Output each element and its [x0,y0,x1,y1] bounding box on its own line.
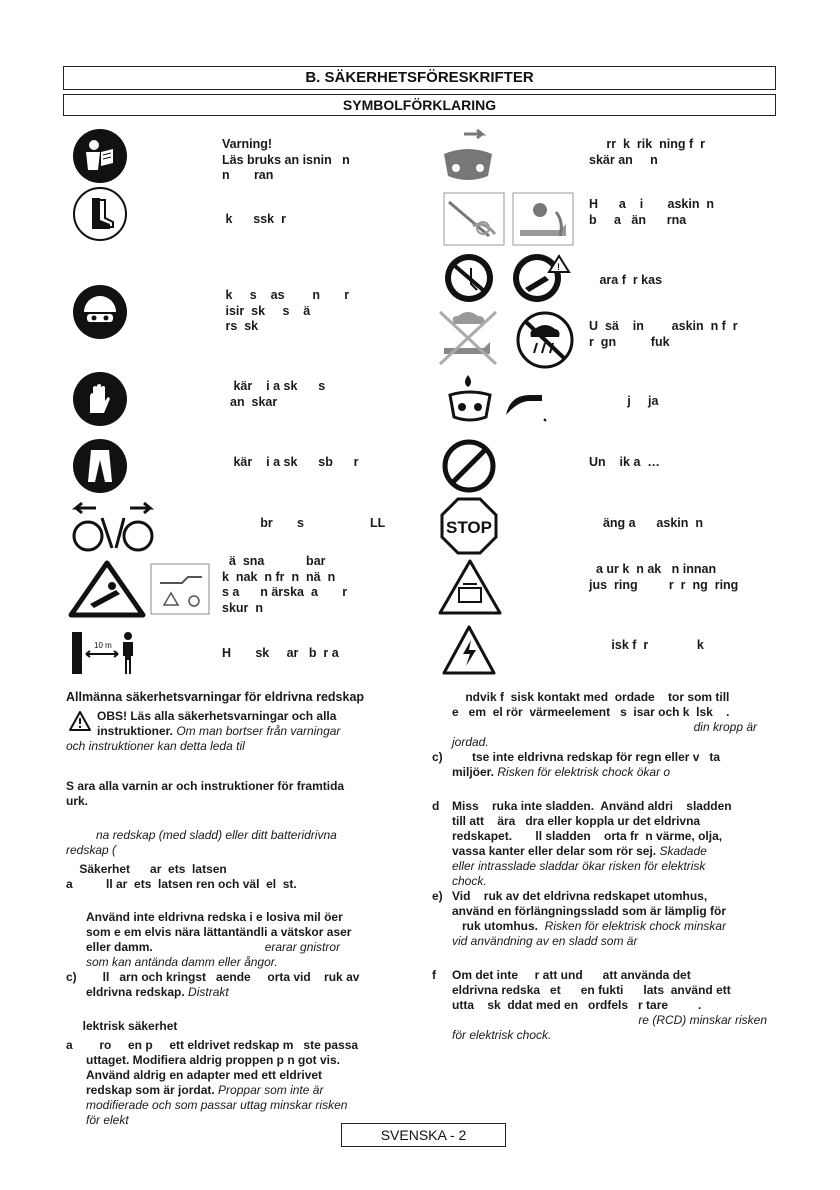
item-a1-label: a [66,877,73,891]
page-title: B. SÄKERHETSFÖRESKRIFTER [63,66,776,90]
electric-hazard-icon [441,624,497,678]
item-c1-label: c) [66,970,77,984]
page-footer: SVENSKA - 2 [341,1123,506,1147]
symbol-text-boots: k ssk r [222,212,286,226]
item-b1-line-2: som e em elvis nära lättantändli a vätskor aser [86,925,352,939]
kickback-warning-icon [68,560,146,618]
obs-line-2: instruktioner. [97,724,174,738]
no-rain-machine-icon [436,308,500,368]
hold-with-both-hands-icon [443,192,505,246]
symbol-text-unplug: a ur k n ak n innan jus ring r r ng ring [589,562,739,592]
symbol-text-read-manual: Varning! Läs bruks an isnin n n ran [222,137,350,182]
item-a2-italic: Proppar som inte är [214,1083,324,1097]
distance-10m-icon [70,628,140,676]
symbol-text-prohibited: Un ik a … [589,455,660,469]
item-b2-line-4: jordad. [452,735,489,749]
item-b2-line-1: ndvik f sisk kontakt med ordade tor som till [452,690,730,704]
obs-block [66,709,411,739]
item-d2-line-2: till att ära dra eller koppla ur det eldrivna [452,814,701,828]
symbol-text-both-hands: H a i askin n b a än rna [589,197,715,227]
item-b1-line-3: eller damm. [86,940,153,954]
item-d2-italic: Skadade [656,844,707,858]
item-a2-line-2: uttaget. Modifiera aldrig proppen p n got vis. [86,1053,341,1067]
item-c2-label: c) [432,750,443,764]
item-c1-italic: Distrakt [184,985,229,999]
item-e2-italic: Risken för elektrisk chock minskar [538,919,727,933]
kickback-hazard-icon [441,252,497,304]
item-b1-line-1: Använd inte eldrivna redska i e losiva mil öer [86,910,343,924]
item-f2-line-2: eldrivna redska et en fukti lats använd ett [452,983,731,997]
obs-line-1: OBS! Läs alla säkerhetsvarningar och alla [97,709,337,723]
item-a2-label: a [66,1038,73,1052]
term-line-1: na redskap (med sladd) eller ditt batteridrivna [66,828,337,842]
chain-oil-icon [446,373,556,427]
item-b2 [432,690,777,750]
obs-italic-2: och instruktioner kan detta leda til [66,739,245,753]
item-d2-line-3: redskapet. ll sladden orta fr n värme, olja, [452,829,723,843]
item-b2-line-2: e em el rör värmeelement s isar och k lsk . [452,705,730,719]
item-b2-line-3: din kropp är [693,720,757,734]
symbol-text-trousers: kär i a sk sb r [230,455,359,469]
helmet-visor-icon [72,284,128,340]
prohibited-icon [441,438,497,494]
item-c2-italic: Risken för elektrisk chock ökar o [494,765,671,779]
chainsaw-plug-icon [150,563,210,615]
item-d2-line-1: Miss ruka inte sladden. Använd aldri sladden [452,799,732,813]
item-c1-line-1: ll arn och kringst aende orta vid ruk av [86,970,360,984]
symbol-text-kickback-hazard: ara f r kas [596,273,663,287]
item-a2-line-6: för elekt [86,1113,129,1127]
obs-italic-1: Om man bortser från varningar [173,724,341,738]
no-rain-icon [515,311,575,369]
hand-guard-icon [512,192,574,246]
item-d2-line-6: chock. [452,874,487,888]
left-text-column [66,690,411,1128]
item-f2-label: f [432,968,436,982]
item-f2-line-5: för elektrisk chock. [452,1028,552,1042]
safety-boots-icon [72,186,128,242]
section-1-title: Säkerhet ar ets latsen [66,862,227,876]
symbol-text-helmet: k s as n r isir sk s ä rs sk [225,288,350,333]
svg-text:!: ! [557,262,560,272]
stop-engine-icon [440,497,498,555]
item-f2-line-4: re (RCD) minskar risken [638,1013,767,1027]
save-line-1: S ara alla varnin ar och instruktioner för framtida [66,779,345,793]
item-a2-line-4: redskap som är jordat. [86,1083,215,1097]
section-subtitle: SYMBOLFÖRKLARING [63,94,776,116]
section-2-title: lektrisk säkerhet [66,1019,178,1033]
item-d2 [432,814,777,889]
item-f2-line-3: utta sk ddat med en ordfels r tare . [452,998,702,1012]
item-d2-line-5: eller intrasslade sladdar ökar risken för elektrisk [452,859,706,873]
symbol-text-stop: äng a askin n [596,516,703,530]
item-e2-bold: ruk utomhus. [452,919,539,933]
item-e2-line-2: använd en förlängningssladd som är lämplig för [452,904,727,918]
item-a2-line-5: modifierade och som passar uttag minskar risken [86,1098,348,1112]
chain-brake-icon [66,500,162,552]
item-b1 [66,910,411,970]
general-heading: Allmänna säkerhetsvarningar för eldrivna redskap [66,690,365,704]
symbol-text-chain-direction: rr k rik ning f r skär an n [589,137,705,167]
symbol-text-chain-brake: br s LL [222,516,386,530]
item-c2-line-1: tse inte eldrivna redskap för regn eller v ta [452,750,721,764]
item-e2-line-4: vid användning av en sladd som är [452,934,638,948]
item-e2-label: e) [432,889,443,903]
item-a2-line-1: ro en p ett eldrivet redskap m ste passa [86,1038,359,1052]
symbol-text-kickback: ä sna bar k nak n fr n nä n s a n ärska a r skur n [222,554,348,615]
safety-trousers-icon [72,438,128,494]
chain-direction-icon [436,128,500,184]
item-a2 [66,1053,411,1128]
symbol-text-no-rain: U sä in askin n f r r gn fuk [589,319,738,349]
item-d2-line-4: vassa kanter eller delar som rör sej. [452,844,657,858]
symbol-text-chain-oil: j ja [589,394,659,408]
save-line-2: urk. [66,794,89,808]
right-text-column [432,690,777,1043]
symbol-text-gloves: kär i a sk s an skar [230,379,326,409]
item-a1-text: ll ar ets latsen ren och väl el st. [86,877,297,891]
safety-gloves-icon [72,371,128,427]
item-b1-italic: erarar gnistror [264,940,341,954]
item-c2-bold: miljöer. [452,765,495,779]
svg-text:10 m: 10 m [94,641,112,650]
unplug-before-adjust-icon [437,558,503,616]
item-e2 [432,904,777,949]
item-f2-line-1: Om det inte r att und att använda det [452,968,691,982]
warning-triangle-icon [69,711,91,731]
term-line-2: redskap ( [66,843,117,857]
symbol-text-electric: isk f r k [601,638,704,652]
symbol-text-distance: H sk ar b r a [222,646,339,660]
item-c1-line-2: eldrivna redskap. [86,985,185,999]
item-b1-line-4: som kan antända damm eller ångor. [86,955,278,969]
item-e2-line-1: Vid ruk av det eldrivna redskapet utomhus, [452,889,708,903]
item-d2-label: d [432,799,440,813]
svg-text:STOP: STOP [446,518,492,537]
item-a2-line-3: Använd aldrig en adapter med ett eldrivet [86,1068,323,1082]
read-manual-icon [72,128,128,184]
item-f2 [432,983,777,1043]
flying-debris-icon [509,252,571,304]
